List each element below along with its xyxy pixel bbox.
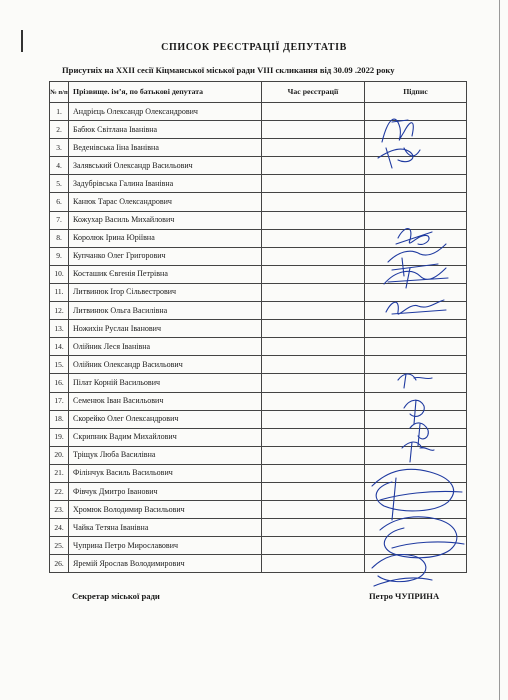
registration-time-cell — [262, 392, 365, 410]
signature-cell — [365, 338, 467, 356]
registration-time-cell — [262, 302, 365, 320]
table-row — [50, 356, 467, 374]
signature-cell — [365, 302, 467, 320]
table-row — [50, 157, 467, 175]
deputy-name: Купчанко Олег Григорович — [69, 247, 262, 265]
deputy-name: Косташик Євгенія Петрівна — [69, 265, 262, 283]
signature-cell — [365, 428, 467, 446]
table-row — [50, 482, 467, 500]
deputy-name: Філінчук Василь Васильович — [69, 464, 262, 482]
deputy-name: Бабюк Світлана Іванівна — [69, 121, 262, 139]
registration-time-cell — [262, 555, 365, 573]
registration-time-cell — [262, 356, 365, 374]
row-number: 24. — [50, 519, 69, 537]
table-row — [50, 247, 467, 265]
registration-time-cell — [262, 283, 365, 301]
row-number: 7. — [50, 211, 69, 229]
header-time: Час реєстрації — [262, 82, 365, 103]
signature-cell — [365, 265, 467, 283]
signature-cell — [365, 320, 467, 338]
deputy-name: Семенюк Іван Васильович — [69, 392, 262, 410]
row-number: 1. — [50, 103, 69, 121]
signature-cell — [365, 501, 467, 519]
deputy-name: Скрипник Вадим Михайлович — [69, 428, 262, 446]
registration-time-cell — [262, 446, 365, 464]
table-row — [50, 175, 467, 193]
signature-cell — [365, 121, 467, 139]
row-number: 12. — [50, 302, 69, 320]
registration-time-cell — [262, 410, 365, 428]
signature-cell — [365, 103, 467, 121]
signature-cell — [365, 410, 467, 428]
registration-time-cell — [262, 157, 365, 175]
row-number: 11. — [50, 283, 69, 301]
row-number: 21. — [50, 464, 69, 482]
deputy-name: Литвинюк Ольга Василівна — [69, 302, 262, 320]
row-number: 14. — [50, 338, 69, 356]
row-number: 23. — [50, 501, 69, 519]
signature-cell — [365, 356, 467, 374]
deputy-name: Чуприна Петро Мирославович — [69, 537, 262, 555]
deputy-name: Олійник Олександр Васильович — [69, 356, 262, 374]
row-number: 18. — [50, 410, 69, 428]
table-row — [50, 139, 467, 157]
table-row — [50, 211, 467, 229]
deputy-name: Канюк Тарас Олександрович — [69, 193, 262, 211]
header-signature: Підпис — [365, 82, 467, 103]
table-header-row — [50, 82, 467, 103]
signature-cell — [365, 446, 467, 464]
signature-cell — [365, 464, 467, 482]
secretary-title: Секретар міської ради — [72, 591, 160, 601]
row-number: 3. — [50, 139, 69, 157]
page-edge — [499, 0, 500, 700]
registration-time-cell — [262, 229, 365, 247]
row-number: 15. — [50, 356, 69, 374]
table-row — [50, 410, 467, 428]
table-row — [50, 103, 467, 121]
registration-time-cell — [262, 193, 365, 211]
header-name: Прізвище. ім’я, по батькові депутата — [69, 82, 262, 103]
deputy-name: Андрієць Олександр Олександрович — [69, 103, 262, 121]
registration-time-cell — [262, 482, 365, 500]
registration-time-cell — [262, 103, 365, 121]
signature-cell — [365, 139, 467, 157]
registration-time-cell — [262, 537, 365, 555]
row-number: 26. — [50, 555, 69, 573]
registration-time-cell — [262, 428, 365, 446]
deputy-name: Пілат Корній Васильович — [69, 374, 262, 392]
table-row — [50, 193, 467, 211]
deputy-name: Тріщук Люба Василівна — [69, 446, 262, 464]
table-row — [50, 265, 467, 283]
signature-cell — [365, 537, 467, 555]
table-row — [50, 338, 467, 356]
row-number: 6. — [50, 193, 69, 211]
row-number: 13. — [50, 320, 69, 338]
row-number: 20. — [50, 446, 69, 464]
table-row — [50, 320, 467, 338]
deputy-name: Олійник Леся Іванівна — [69, 338, 262, 356]
registration-time-cell — [262, 519, 365, 537]
registration-time-cell — [262, 265, 365, 283]
table-row — [50, 283, 467, 301]
registration-time-cell — [262, 211, 365, 229]
signature-cell — [365, 555, 467, 573]
row-number: 19. — [50, 428, 69, 446]
table-row — [50, 302, 467, 320]
header-number: № п/п — [50, 82, 69, 103]
signature-cell — [365, 157, 467, 175]
signature-cell — [365, 374, 467, 392]
deputy-name: Яремій Ярослав Володимирович — [69, 555, 262, 573]
registration-time-cell — [262, 501, 365, 519]
deputy-name: Кожухар Василь Михайлович — [69, 211, 262, 229]
deputy-name: Хромюк Володимир Васильович — [69, 501, 262, 519]
row-number: 17. — [50, 392, 69, 410]
row-number: 9. — [50, 247, 69, 265]
deputy-name: Чайка Тетяна Іванівна — [69, 519, 262, 537]
row-number: 4. — [50, 157, 69, 175]
registration-time-cell — [262, 121, 365, 139]
secretary-name: Петро ЧУПРИНА — [369, 591, 440, 601]
table-row — [50, 374, 467, 392]
deputy-name: Залявський Олександр Васильович — [69, 157, 262, 175]
signature-cell — [365, 482, 467, 500]
signature-cell — [365, 247, 467, 265]
table-row — [50, 121, 467, 139]
signature-cell — [365, 229, 467, 247]
signature-cell — [365, 175, 467, 193]
table-row — [50, 501, 467, 519]
deputy-name: Задубрівська Галина Іванівна — [69, 175, 262, 193]
signature-cell — [365, 193, 467, 211]
deputy-name: Королюк Ірина Юріївна — [69, 229, 262, 247]
deputy-name: Веденівська Ііна Іванівна — [69, 139, 262, 157]
signature-cell — [365, 519, 467, 537]
row-number: 25. — [50, 537, 69, 555]
table-row — [50, 392, 467, 410]
row-number: 2. — [50, 121, 69, 139]
deputy-name: Скорейко Олег Олександрович — [69, 410, 262, 428]
registration-time-cell — [262, 464, 365, 482]
signature-cell — [365, 211, 467, 229]
registration-table — [49, 81, 467, 573]
row-number: 22. — [50, 482, 69, 500]
table-row — [50, 555, 467, 573]
row-number: 8. — [50, 229, 69, 247]
registration-time-cell — [262, 374, 365, 392]
table-row — [50, 519, 467, 537]
row-number: 10. — [50, 265, 69, 283]
table-row — [50, 446, 467, 464]
signature-cell — [365, 392, 467, 410]
registration-time-cell — [262, 338, 365, 356]
table-row — [50, 229, 467, 247]
table-row — [50, 428, 467, 446]
signature-cell — [365, 283, 467, 301]
row-number: 16. — [50, 374, 69, 392]
table-row — [50, 537, 467, 555]
table-row — [50, 464, 467, 482]
registration-time-cell — [262, 139, 365, 157]
row-number: 5. — [50, 175, 69, 193]
registration-time-cell — [262, 320, 365, 338]
document-subtitle: Присутніх на ХХІІ сесії Кіцманської міської ради VIII скликання від 30.09 .2022 року — [62, 65, 395, 75]
deputy-name: Ножихін Руслан Іванович — [69, 320, 262, 338]
deputy-name: Литвинюк Ігор Сільвестрович — [69, 283, 262, 301]
deputy-name: Фівчук Дмитро Іванович — [69, 482, 262, 500]
registration-time-cell — [262, 247, 365, 265]
document-title: СПИСОК РЕЄСТРАЦІЇ ДЕПУТАТІВ — [161, 42, 347, 53]
registration-time-cell — [262, 175, 365, 193]
